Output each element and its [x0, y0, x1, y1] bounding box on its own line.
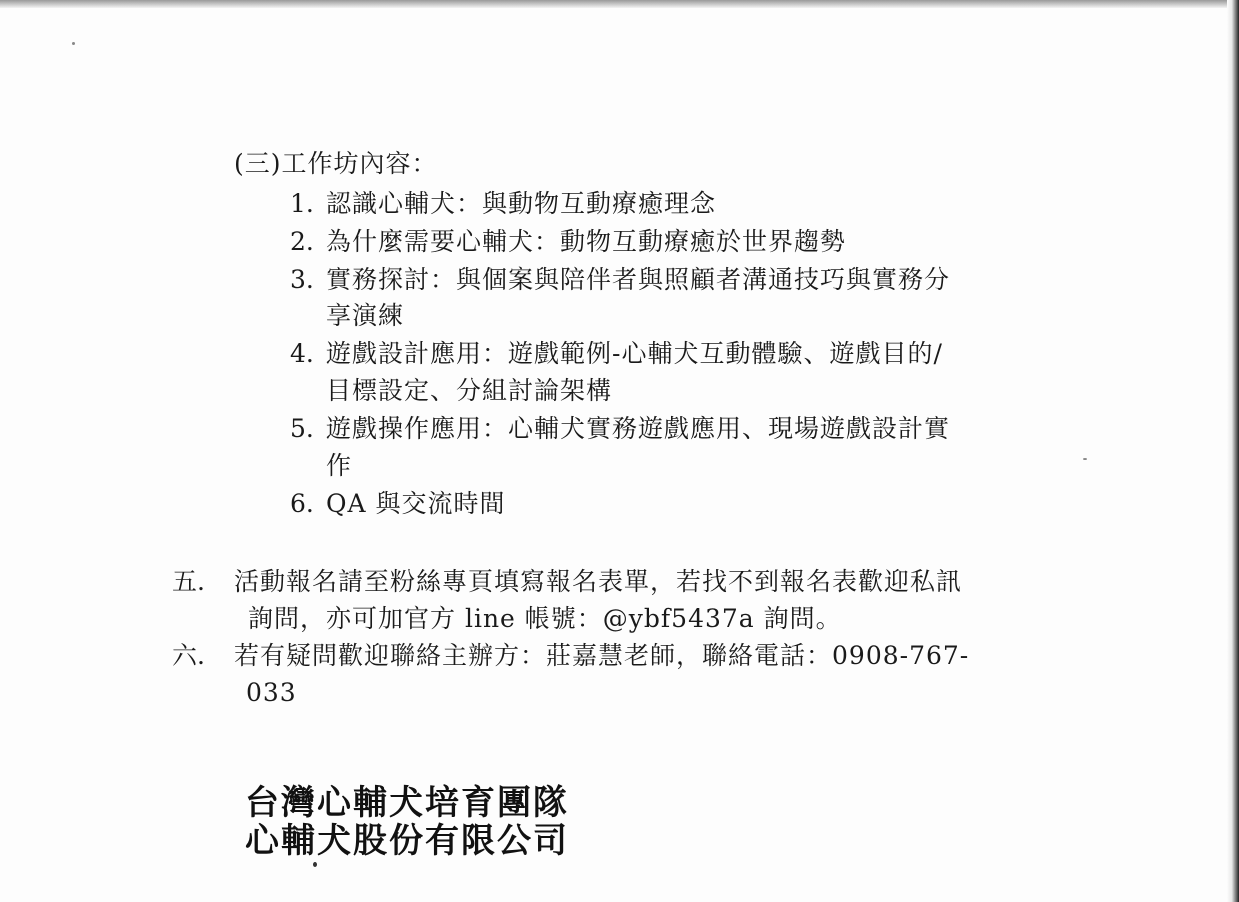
list-item-number: 2.: [290, 227, 314, 256]
list-item-number: 6.: [290, 489, 314, 518]
list-item-text-continued: 作: [326, 451, 353, 480]
section-six-text-continued: 033: [246, 678, 297, 707]
list-item-number: 3.: [290, 265, 314, 294]
signature-team: 台灣心輔犬培育團隊: [245, 783, 569, 823]
list-item-text: 認識心輔犬：與動物互動療癒理念: [326, 189, 717, 218]
list-item-number: 5.: [290, 414, 314, 443]
section-six-text: 若有疑問歡迎聯絡主辦方：莊嘉慧老師，聯絡電話：0908-767-: [234, 641, 970, 670]
scan-speck: [1083, 458, 1087, 460]
section-five-number: 五.: [172, 567, 205, 596]
scan-speck: [72, 42, 75, 45]
list-item-text: QA 與交流時間: [326, 489, 506, 518]
scan-edge-right: [1227, 0, 1239, 902]
list-item-number: 4.: [290, 339, 314, 368]
section-three-heading: (三)工作坊內容：: [234, 149, 438, 178]
list-item-text-continued: 目標設定、分組討論架構: [326, 376, 613, 405]
scan-edge-top: [0, 0, 1239, 8]
scan-speck: [313, 862, 317, 867]
list-item-text: 遊戲操作應用：心輔犬實務遊戲應用、現場遊戲設計實: [326, 414, 951, 443]
signature-company: 心輔犬股份有限公司: [245, 821, 569, 861]
list-item-text: 為什麼需要心輔犬：動物互動療癒於世界趨勢: [326, 227, 847, 256]
list-item-text: 遊戲設計應用：遊戲範例-心輔犬互動體驗、遊戲目的/: [326, 339, 943, 368]
section-five-text-continued: 詢問，亦可加官方 line 帳號：@ybf5437a 詢問。: [248, 604, 842, 633]
list-item-number: 1.: [290, 189, 314, 218]
list-item-text-continued: 享演練: [326, 301, 405, 330]
section-five-text: 活動報名請至粉絲專頁填寫報名表單，若找不到報名表歡迎私訊: [234, 567, 963, 596]
section-six-number: 六.: [172, 641, 205, 670]
list-item-text: 實務探討：與個案與陪伴者與照顧者溝通技巧與實務分: [326, 265, 951, 294]
